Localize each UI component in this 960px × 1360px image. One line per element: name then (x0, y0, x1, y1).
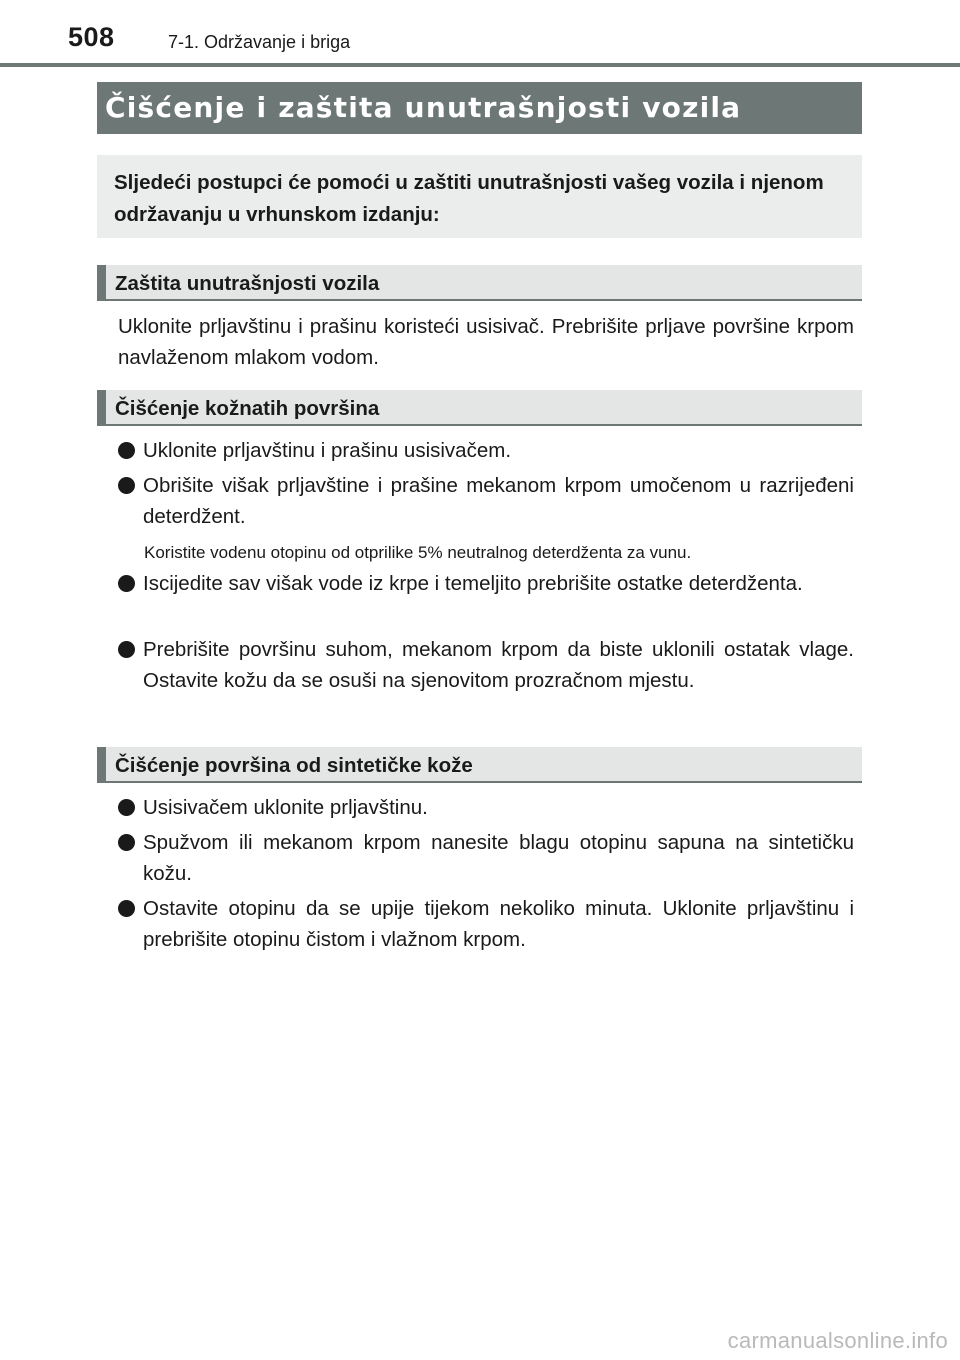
list-item (118, 827, 854, 889)
list-item-text: Uklonite prljavštinu i prašinu usisivačem. (143, 439, 512, 462)
list-item (118, 893, 854, 955)
section-paragraph: Uklonite prljavštinu i prašinu koristeći usisivač. Prebrišite prljave površine krpom navlaženom mlakom vodom. (118, 315, 854, 369)
bullet-icon (118, 900, 135, 917)
section-heading-interior-protection (97, 265, 862, 301)
bullet-icon (118, 477, 135, 494)
note-text: Koristite vodenu otopinu od otprilike 5% neutralnog deterdženta za vunu. (144, 543, 692, 562)
bullet-icon (118, 799, 135, 816)
list-item-text: Iscijedite sav višak vode iz krpe i temeljito prebrišite ostatke deterdženta. (143, 572, 803, 595)
bullet-icon (118, 575, 135, 592)
section-heading-text: Čišćenje površina od sintetičke kože (115, 754, 473, 777)
list-item-text: Prebrišite površinu suhom, mekanom krpom da biste uklonili ostatak vlage. Ostavite kožu da se osuši na sjenovitom prozračnom mjestu. (143, 638, 854, 692)
page-header (0, 0, 960, 70)
header-divider (0, 63, 960, 67)
bullet-icon (118, 442, 135, 459)
section-heading-synthetic-leather (97, 747, 862, 783)
list-item-text: Spužvom ili mekanom krpom nanesite blagu otopinu sapuna na sintetičku kožu. (143, 831, 854, 885)
page-number: 508 (68, 22, 115, 52)
section-heading-text: Čišćenje kožnatih površina (115, 397, 380, 420)
list-item (118, 792, 854, 823)
list-item-text: Ostavite otopinu da se upije tijekom nekoliko minuta. Uklonite prljavštinu i prebrišite otopinu čistom i vlažnom krpom. (143, 897, 854, 951)
section-heading-text: Zaštita unutrašnjosti vozila (115, 272, 380, 295)
list-item (118, 568, 854, 599)
watermark: carmanualsonline.info (727, 1328, 948, 1353)
list-item (118, 435, 854, 466)
intro-text: Sljedeći postupci će pomoći u zaštiti unutrašnjosti vašeg vozila i njenom održavanju u vrhunskom izdanju: (114, 171, 824, 226)
page-title-band (97, 82, 862, 134)
page-title: Čišćenje i zaštita unutrašnjosti vozila (105, 91, 742, 124)
bullet-icon (118, 834, 135, 851)
section-reference: 7-1. Održavanje i briga (168, 32, 351, 52)
list-item (118, 634, 854, 696)
section-heading-leather-cleaning (97, 390, 862, 426)
list-item (118, 470, 854, 532)
list-item-text: Obrišite višak prljavštine i prašine mekanom krpom umočenom u razrijeđeni deterdžent. (143, 474, 854, 528)
intro-box (97, 155, 862, 238)
bullet-icon (118, 641, 135, 658)
list-item-text: Usisivačem uklonite prljavštinu. (143, 796, 428, 819)
